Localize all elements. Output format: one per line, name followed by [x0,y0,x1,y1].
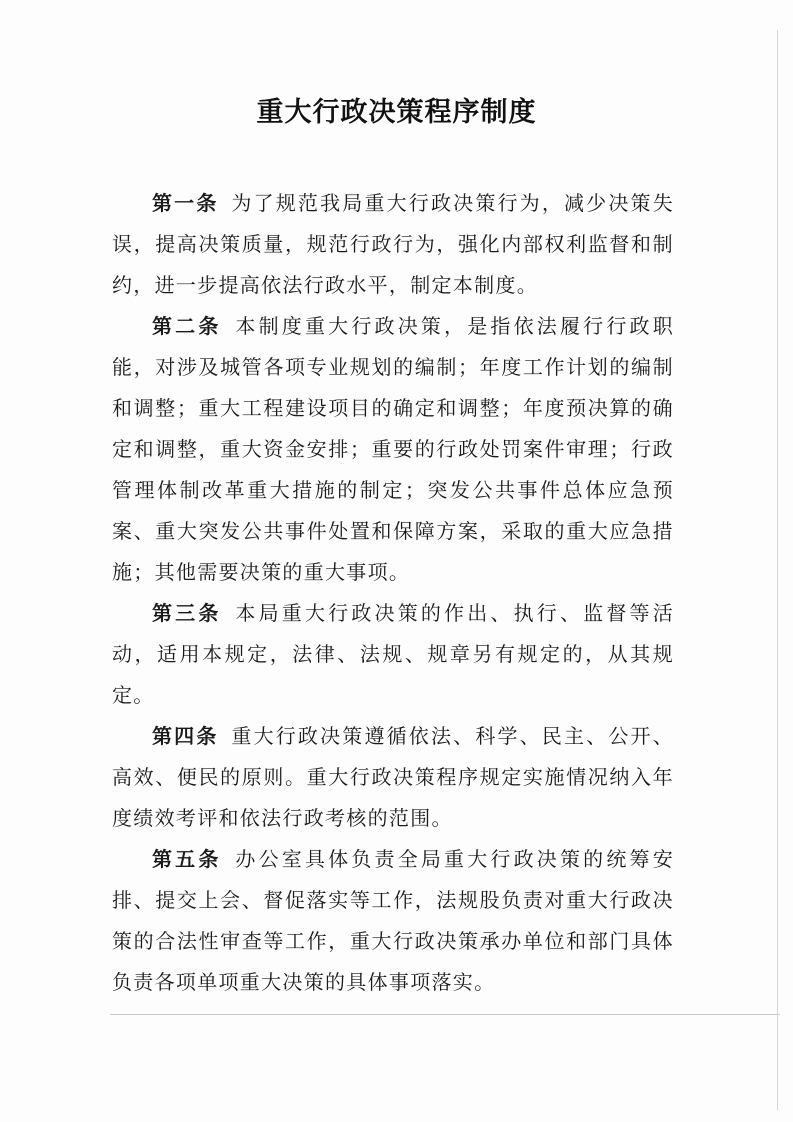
article-text: 重大行政决策遵循依法、科学、民主、公开、高效、便民的原则。重大行政决策程序规定实施情况纳入年度绩效考评和依法行政考核的范围。 [112,724,675,830]
scan-edge-line [110,1014,780,1015]
article-number: 第三条 [152,601,222,625]
document-title: 重大行政决策程序制度 [256,97,537,128]
article-text: 本局重大行政决策的作出、执行、监督等活动，适用本规定，法律、法规、规章另有规定的，从其规定。 [112,601,674,707]
article-number: 第四条 [152,724,219,748]
article-number: 第一条 [152,191,219,215]
article-4 [112,716,674,839]
article-number: 第五条 [152,847,222,871]
article-number: 第二条 [152,314,222,338]
document-body [112,183,674,1003]
article-3 [112,593,674,716]
scan-edge-line [777,30,778,1110]
article-text: 本制度重大行政决策，是指依法履行行政职能，对涉及城管各项专业规划的编制；年度工作计划的编制和调整；重大工程建设项目的确定和调整；年度预决算的确定和调整，重大资金安排；重要的行政处罚案件审理；行政管理体制改革重大措施的制定；突发公共事件总体应急预案、重大突发公共事件处置和保障方案，采取的重大应急措施；其他需要决策的重大事项。 [112,314,674,584]
article-text: 为了规范我局重大行政决策行为，减少决策失误，提高决策质量，规范行政行为，强化内部权利监督和制约，进一步提高依法行政水平，制定本制度。 [112,191,675,297]
article-5 [112,839,674,1003]
article-1 [112,183,674,306]
article-text: 办公室具体负责全局重大行政决策的统筹安排、提交上会、督促落实等工作，法规股负责对重大行政决策的合法性审查等工作，重大行政决策承办单位和部门具体负责各项单项重大决策的具体事项落实。 [112,847,674,994]
article-2 [112,306,674,593]
